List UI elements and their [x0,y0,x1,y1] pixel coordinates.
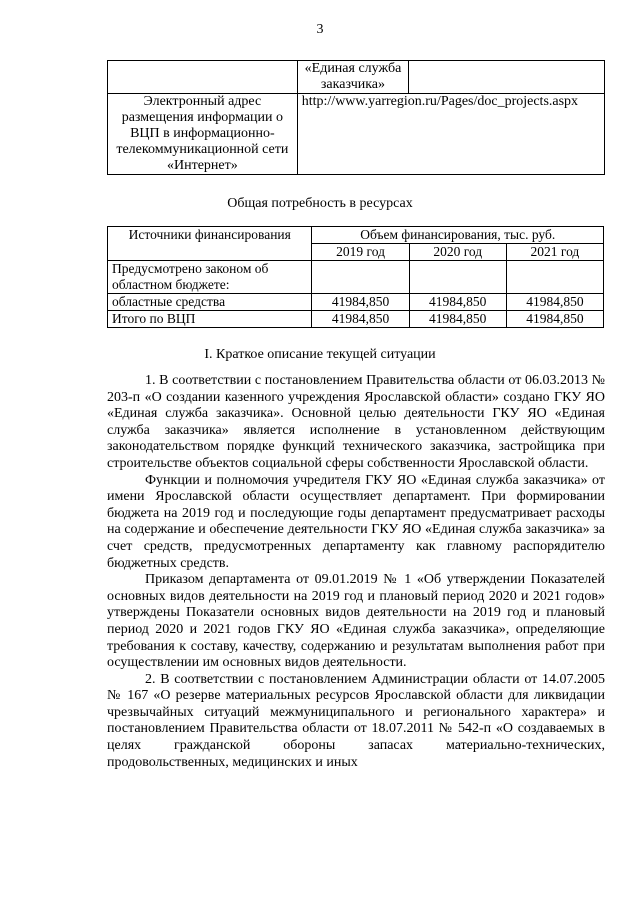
table-header-row [108,227,604,244]
table-cell: 41984,850 [506,311,603,328]
internet-address-label: Электронный адрес размещения информации о ВЦП в информационно-телекоммуникационной сети «Интернет» [108,94,298,175]
table-cell [409,261,506,294]
page-number: 3 [316,22,324,37]
table-cell [409,61,605,94]
table-row [108,94,605,175]
year-header: 2021 год [506,244,603,261]
table-row [108,294,604,311]
row-label: Итого по ВЦП [108,311,312,328]
table-cell [108,61,298,94]
contact-table [107,60,605,175]
row-label: областные средства [108,294,312,311]
resources-heading: Общая потребность в ресурсах [227,196,413,211]
column-header-volume: Объем финансирования, тыс. руб. [312,227,604,244]
section-heading: I. Краткое описание текущей ситуации [204,347,436,362]
paragraph: Функции и полномочия учредителя ГКУ ЯО «Единая служба заказчика» от имени Ярославской области осуществляет департамент. При формировании бюджета на 2019 год и последующие годы департамент предусматривает расходы на содержание и обеспечение деятельности ГКУ ЯО «Единая служба заказчика» за счет средств, предусмотренных департаменту как главному распорядителю бюджетных средств. [107,472,605,571]
table-cell: 41984,850 [409,294,506,311]
paragraph: Приказом департамента от 09.01.2019 № 1 «Об утверждении Показателей основных видов деятельности на 2019 год и плановый период 2020 и 2021 годов» утверждены Показатели основных видов деятельности на 2019 год и плановый период 2020 и 2021 годов ГКУ ЯО «Единая служба заказчика», определяющие требования к составу, качеству, содержанию и результатам выполнения работ при осуществлении им основных видов деятельности. [107,572,605,671]
table-cell [312,261,409,294]
resources-table [107,226,604,328]
table-row [108,261,604,294]
paragraph: 2. В соответствии с постановлением Администрации области от 14.07.2005 № 167 «О резерве материальных ресурсов Ярославской области для ликвидации чрезвычайных ситуаций межмуниципального и регионального характера» и постановлением Правительства области от 18.07.2011 № 542-п «О создаваемых в целях гражданской обороны запасах материально-технических, продовольственных, медицинских и иных [107,671,605,770]
table-cell: 41984,850 [506,294,603,311]
body-text [107,373,605,771]
table-row [108,311,604,328]
table-cell: 41984,850 [312,311,409,328]
year-header: 2020 год [409,244,506,261]
column-header-source: Источники финансирования [108,227,312,261]
table-cell: 41984,850 [409,311,506,328]
row-label: Предусмотрено законом об областном бюджете: [108,261,312,294]
internet-address-value: http://www.yarregion.ru/Pages/doc_projects.aspx [297,94,604,175]
table-cell: «Единая служба заказчика» [297,61,408,94]
table-cell [506,261,603,294]
year-header: 2019 год [312,244,409,261]
table-cell: 41984,850 [312,294,409,311]
table-row [108,61,605,94]
paragraph: 1. В соответствии с постановлением Правительства области от 06.03.2013 № 203-п «О создании казенного учреждения Ярославской области» создано ГКУ ЯО «Единая служба заказчика». Основной целью деятельности ГКУ ЯО «Единая служба заказчика» является исполнение в установленном действующим законодательством порядке функций технического заказчика, застройщика при строительстве объектов социальной сферы собственности Ярославской области. [107,373,605,471]
